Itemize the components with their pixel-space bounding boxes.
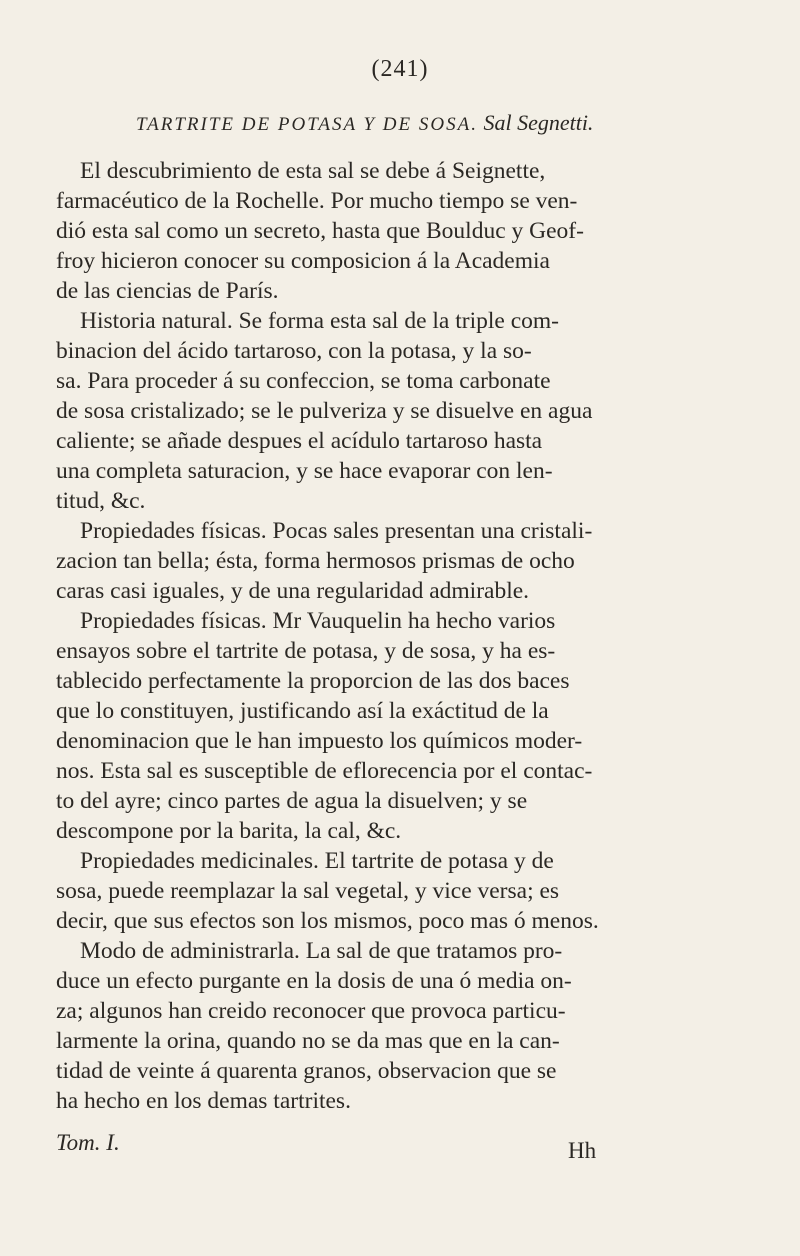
text-line: ha hecho en los demas tartrites. xyxy=(56,1088,351,1114)
text-line: tablecido perfectamente la proporcion de las dos baces xyxy=(56,668,570,694)
text-line: farmacéutico de la Rochelle. Por mucho tiempo se ven- xyxy=(56,188,578,214)
text-line: zacion tan bella; ésta, forma hermosos prismas de ocho xyxy=(56,548,575,574)
text-line: tidad de veinte á quarenta granos, observacion que se xyxy=(56,1058,557,1084)
page-footer xyxy=(0,1130,800,1170)
text-line: binacion del ácido tartaroso, con la potasa, y la so- xyxy=(56,338,532,364)
text-line: larmente la orina, quando no se da mas que en la can- xyxy=(56,1028,560,1054)
text-line: que lo constituyen, justificando así la exáctitud de la xyxy=(56,698,549,724)
text-line: dió esta sal como un secreto, hasta que Boulduc y Geof- xyxy=(56,218,584,244)
text-line: Historia natural. Se forma esta sal de la triple com- xyxy=(80,308,559,334)
text-line: de sosa cristalizado; se le pulveriza y se disuelve en agua xyxy=(56,398,593,424)
text-line: Modo de administrarla. La sal de que tratamos pro- xyxy=(80,938,563,964)
text-line: sosa, puede reemplazar la sal vegetal, y vice versa; es xyxy=(56,878,560,904)
text-line: Propiedades físicas. Mr Vauquelin ha hecho varios xyxy=(80,608,556,634)
signature-mark: Hh xyxy=(568,1138,597,1163)
text-line: Propiedades físicas. Pocas sales presentan una cristali- xyxy=(80,518,593,544)
page-number: (241) xyxy=(371,56,429,82)
text-line: descompone por la barita, la cal, &c. xyxy=(56,818,402,844)
text-line: ensayos sobre el tartrite de potasa, y de sosa, y ha es- xyxy=(56,638,556,664)
text-line: caliente; se añade despues el acídulo tartaroso hasta xyxy=(56,428,543,454)
text-line: una completa saturacion, y se hace evaporar con len- xyxy=(56,458,553,484)
header-prefix: TARTRITE DE POTASA Y DE SOSA. xyxy=(136,114,478,135)
text-line: duce un efecto purgante en la dosis de una ó media on- xyxy=(56,968,572,994)
text-line: sa. Para proceder á su confeccion, se toma carbonate xyxy=(56,368,551,394)
text-line: nos. Esta sal es susceptible de eflorecencia por el contac- xyxy=(56,758,593,784)
text-line: caras casi iguales, y de una regularidad admirable. xyxy=(56,578,530,604)
text-line: to del ayre; cinco partes de agua la disuelven; y se xyxy=(56,788,528,814)
text-line: denominacion que le han impuesto los químicos moder- xyxy=(56,728,583,754)
text-line: froy hicieron conocer su composicion á la Academia xyxy=(56,248,550,274)
running-header xyxy=(136,110,593,136)
text-line: decir, que sus efectos son los mismos, poco mas ó menos. xyxy=(56,908,599,934)
text-line: de las ciencias de París. xyxy=(56,278,279,304)
text-line: El descubrimiento de esta sal se debe á Seignette, xyxy=(80,158,546,184)
text-line: za; algunos han creido reconocer que provoca particu- xyxy=(56,998,566,1024)
text-line: Propiedades medicinales. El tartrite de potasa y de xyxy=(80,848,554,874)
header-title: Sal Segnetti. xyxy=(483,110,594,135)
volume-mark: Tom. I. xyxy=(56,1130,120,1155)
text-line: titud, &c. xyxy=(56,488,146,514)
